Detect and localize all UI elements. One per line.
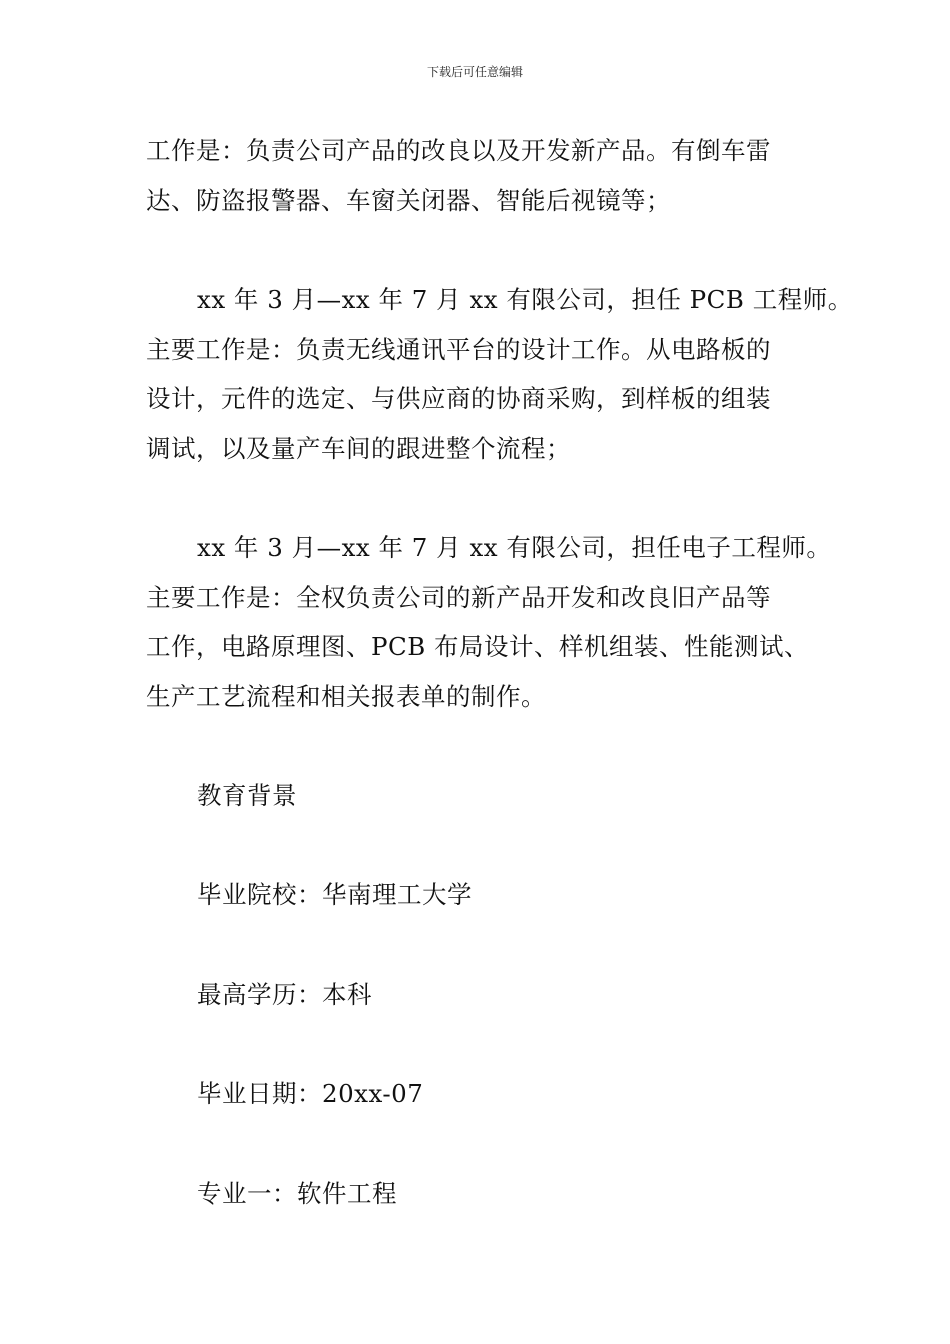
paragraph-line: xx 年 3 月—xx 年 7 月 xx 有限公司，担任 PCB 工程师。	[197, 285, 853, 314]
paragraph-line: 调试，以及量产车间的跟进整个流程；	[146, 434, 571, 463]
paragraph-line: 达、防盗报警器、车窗关闭器、智能后视镜等；	[146, 186, 671, 215]
paragraph-line: 工作，电路原理图、PCB 布局设计、样机组装、性能测试、	[146, 632, 810, 661]
paragraph-line: 生产工艺流程和相关报表单的制作。	[146, 682, 546, 711]
education-major: 专业一：软件工程	[197, 1179, 397, 1208]
paragraph-line: xx 年 3 月—xx 年 7 月 xx 有限公司，担任电子工程师。	[197, 533, 832, 562]
paragraph-line: 设计，元件的选定、与供应商的协商采购，到样板的组装	[146, 384, 771, 413]
paragraph-line: 主要工作是：负责无线通讯平台的设计工作。从电路板的	[146, 335, 771, 364]
education-degree: 最高学历：本科	[197, 980, 372, 1009]
education-school: 毕业院校：华南理工大学	[197, 880, 472, 909]
paragraph-line: 主要工作是：全权负责公司的新产品开发和改良旧产品等	[146, 583, 771, 612]
section-heading: 教育背景	[197, 781, 297, 810]
page-header: 下载后可任意编辑	[426, 65, 523, 79]
paragraph-line: 工作是：负责公司产品的改良以及开发新产品。有倒车雷	[146, 136, 771, 165]
education-graduation-date: 毕业日期：20xx-07	[197, 1079, 424, 1108]
